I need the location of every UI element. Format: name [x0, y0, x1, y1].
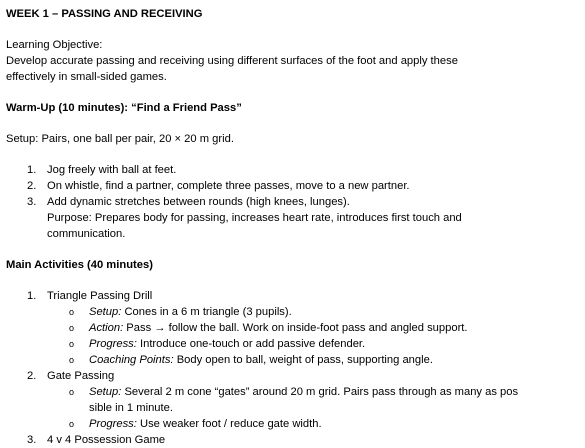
activity-name: 4 v 4 Possession Game	[47, 434, 166, 446]
activity-name: Gate Passing	[47, 370, 115, 382]
bullet-text: Use weaker foot / reduce gate width.	[136, 418, 322, 430]
document-page	[6, 6, 581, 448]
step-number: 1.	[27, 164, 37, 176]
activity-bullet	[6, 336, 581, 352]
activity-bullet	[6, 352, 581, 368]
activity-number: 3.	[27, 434, 37, 446]
bullet-label: Coaching Points:	[89, 354, 174, 366]
warmup-purpose-line2: communication.	[47, 228, 126, 240]
warmup-setup: Setup: Pairs, one ball per pair, 20 × 20 m grid.	[6, 133, 234, 145]
warmup-step	[6, 178, 581, 194]
objective-text-line1: Develop accurate passing and receiving using different surfaces of the foot and apply these	[6, 55, 458, 67]
activity-number: 2.	[27, 370, 37, 382]
activity-bullet	[6, 384, 581, 400]
bullet-label: Setup:	[89, 386, 122, 398]
bullet-label: Action:	[89, 322, 124, 334]
bullet-text: Cones in a 6 m triangle (3 pupils).	[121, 306, 292, 318]
activity-number: 1.	[27, 290, 37, 302]
bullet-text: Pass → follow the ball. Work on inside-foot pass and angled support.	[123, 322, 468, 334]
bullet-label: Setup:	[89, 306, 122, 318]
bullet-text-continuation: sible in 1 minute.	[89, 402, 173, 414]
step-text: Add dynamic stretches between rounds (high knees, lunges).	[47, 196, 350, 208]
activity-name: Triangle Passing Drill	[47, 290, 153, 302]
bullet-text: Body open to ball, weight of pass, supporting angle.	[173, 354, 433, 366]
warmup-heading: Warm-Up (10 minutes): “Find a Friend Pass”	[6, 102, 242, 114]
bullet-marker: o	[69, 355, 75, 365]
step-number: 2.	[27, 180, 37, 192]
bullet-text: Several 2 m cone “gates” around 20 m grid. Pairs pass through as many as pos	[121, 386, 519, 398]
activity-item	[6, 368, 581, 384]
bullet-marker: o	[69, 323, 75, 333]
bullet-marker: o	[69, 387, 75, 397]
warmup-purpose-line1: Purpose: Prepares body for passing, increases heart rate, introduces first touch and	[47, 212, 462, 224]
bullet-label: Progress:	[89, 338, 137, 350]
activity-item	[6, 432, 581, 448]
activity-bullet	[6, 416, 581, 432]
activity-bullet	[6, 320, 581, 336]
step-text: Jog freely with ball at feet.	[47, 164, 177, 176]
warmup-step	[6, 194, 581, 210]
bullet-marker: o	[69, 419, 75, 429]
step-text: On whistle, find a partner, complete three passes, move to a new partner.	[47, 180, 410, 192]
bullet-marker: o	[69, 307, 75, 317]
bullet-text: Introduce one-touch or add passive defender.	[136, 338, 366, 350]
bullet-label: Progress:	[89, 418, 137, 430]
main-activities-heading: Main Activities (40 minutes)	[6, 259, 153, 271]
objective-label: Learning Objective:	[6, 39, 103, 51]
document-title: WEEK 1 – PASSING AND RECEIVING	[6, 8, 203, 20]
step-number: 3.	[27, 196, 37, 208]
warmup-step	[6, 162, 581, 178]
bullet-marker: o	[69, 339, 75, 349]
activity-bullet	[6, 304, 581, 320]
activity-item	[6, 288, 581, 304]
objective-text-line2: effectively in small-sided games.	[6, 71, 167, 83]
